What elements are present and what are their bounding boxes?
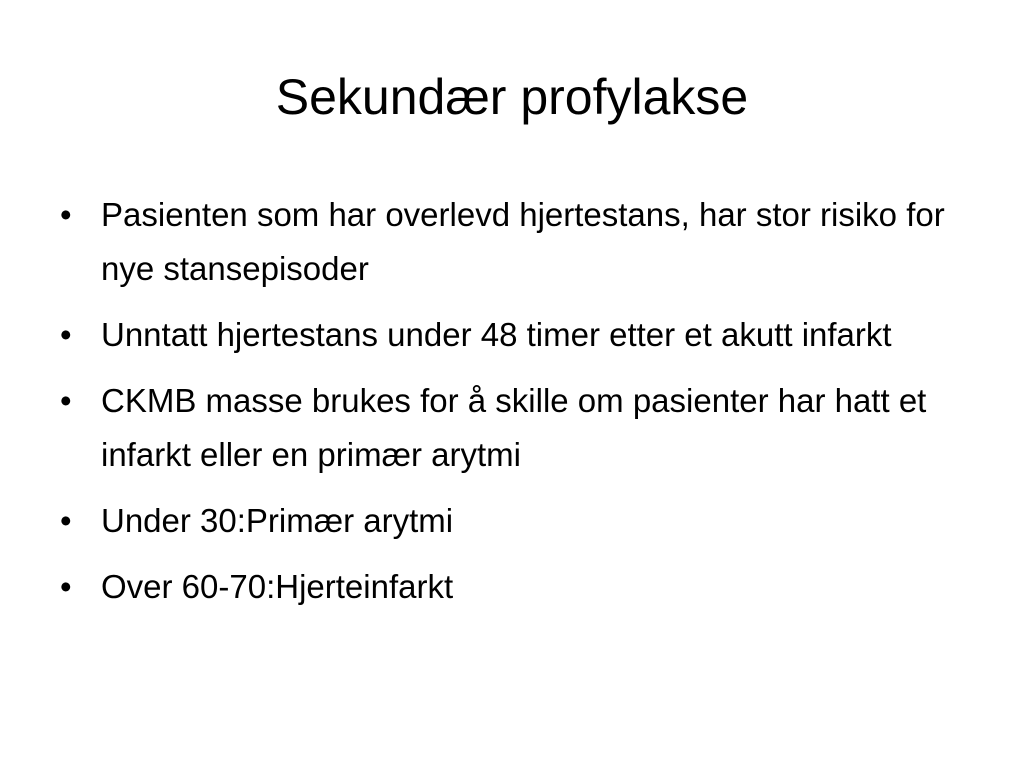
bullet-item: [60, 308, 960, 362]
bullet-text: Over 60-70:Hjerteinfarkt: [101, 568, 454, 605]
bullet-text: CKMB masse brukes for å skille om pasienter har hatt et infarkt eller en primær arytmi: [101, 382, 927, 473]
bullet-text: Pasienten som har overlevd hjertestans, har stor risiko for nye stansepisoder: [101, 196, 945, 287]
bullet-icon: •: [60, 568, 72, 605]
bullet-icon: •: [60, 196, 72, 233]
bullet-icon: •: [60, 316, 72, 353]
bullet-text: Under 30:Primær arytmi: [101, 502, 454, 539]
bullet-item: [60, 374, 960, 482]
bullet-item: [60, 188, 960, 296]
bullet-icon: •: [60, 502, 72, 539]
bullet-icon: •: [60, 382, 72, 419]
bullet-text: Unntatt hjertestans under 48 timer etter et akutt infarkt: [101, 316, 892, 353]
bullet-item: [60, 560, 960, 614]
bullet-list: [60, 188, 960, 626]
bullet-item: [60, 494, 960, 548]
slide-title: Sekundær profylakse: [275, 69, 749, 125]
